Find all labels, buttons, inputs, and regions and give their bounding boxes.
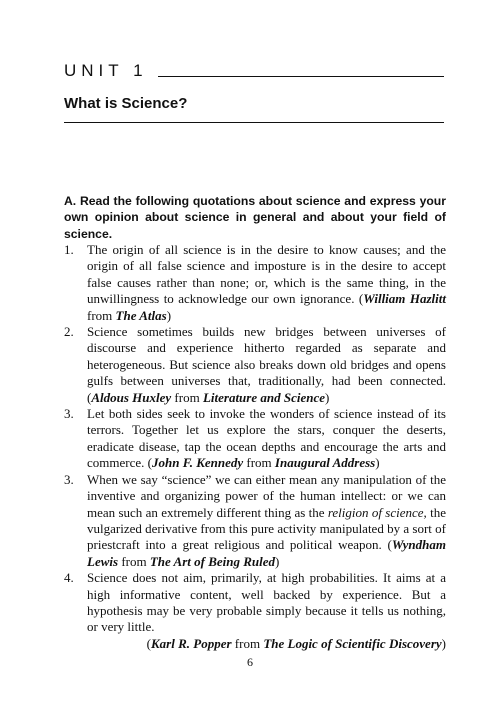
quotation-item: 3. Let both sides seek to invoke the wonders of science instead of its terrors. Together let us explore the stars, conquer the deserts, eradicate disease, tap the ocean depths and encourage the arts and commerce. (John F. Kennedy from Inaugural Address) xyxy=(64,406,446,471)
attribution-from: from xyxy=(87,307,113,323)
quotation-item: 1. The origin of all science is in the desire to know causes; and the origin of all false science and imposture is in the desire to accept false causes rather than none; or, which is the same thing, in the unwillingness to acknowledge our own ignorance. (William Hazlitt from The Atlas) xyxy=(64,242,446,323)
quotation-number: 3. xyxy=(64,471,74,487)
quotation-attribution xyxy=(91,390,325,405)
quotation-text: The origin of all science is in the desire to know causes; and the origin of all false science and imposture is in the desire to accept false causes rather than none; or, which is the same thing, in the unwillingness to acknowledge our own ignorance. xyxy=(87,242,446,307)
quotation-author: Karl R. Popper xyxy=(150,635,232,651)
quotation-source: Literature and Science xyxy=(202,389,325,405)
attribution-from: from xyxy=(174,389,200,405)
attribution-from: from xyxy=(246,455,272,471)
quotation-source: Inaugural Address xyxy=(274,455,376,471)
task-instruction: A. Read the following quotations about science and express your own opinion about science in general and about your field of science. xyxy=(64,194,446,241)
unit-heading xyxy=(64,61,444,81)
quotation-item: 3. When we say “science” we can either mean any manipulation of the inventive and organizing power of the human intellect: or we can mean such an extremely different thing as the religion of science, the vulgarized derivative from this pure activity manipulated by a sort of priestcraft into a great religious and political weapon. (Wyndham Lewis from The Art of Being Ruled) xyxy=(64,471,447,569)
quotation-number: 4. xyxy=(64,570,74,586)
quotation-author: John F. Kennedy xyxy=(151,455,244,471)
quotation-source: The Art of Being Ruled xyxy=(149,553,276,569)
quotation-author: Aldous Huxley xyxy=(91,389,172,405)
attribution-from: from xyxy=(121,553,147,569)
quotation-item: 2. Science sometimes builds new bridges between universes of discourse and experience hitherto regarded as separate and heterogeneous. But science also breaks down old bridges and opens gulfs between universes that, traditionally, had been connected. (Aldous Huxley from Literature and Science) xyxy=(64,324,446,405)
quotation-emphasis: religion of science, xyxy=(327,504,427,520)
quotation-text-continued: the vulgarized derivative from this pure activity manipulated by a sort of priestcraft into a great religious and political weapon. xyxy=(87,504,447,553)
quotation-number: 3. xyxy=(64,406,74,422)
quotation-text: Science does not aim, primarily, at high probabilities. It aims at a high informative content, well backed by experience. But a hypothesis may be very probable simply because it tells us nothing, or very little. xyxy=(87,570,446,635)
quotation-number: 1. xyxy=(64,242,74,257)
quotation-list xyxy=(64,242,446,652)
attribution-from: from xyxy=(234,635,261,651)
quotation-text: When we say “science” we can either mean any manipulation of the inventive and organizing power of the human intellect: or we can mean such an extremely different thing as the xyxy=(87,471,446,520)
unit-label: UNIT 1 xyxy=(64,61,148,80)
lesson-title-rule xyxy=(64,122,444,123)
quotation-author: William Hazlitt xyxy=(363,291,446,307)
quotation-number: 2. xyxy=(64,324,74,340)
lesson-title: What is Science? xyxy=(64,95,188,112)
quotation-item xyxy=(64,570,446,652)
quotation-attribution-line: (Karl R. Popper from The Logic of Scientific Discovery) xyxy=(146,635,446,651)
quotation-text: Science sometimes builds new bridges between universes of discourse and experience hitherto regarded as separate and heterogeneous. But science also breaks down old bridges and opens gulfs between universes that, traditionally, had been connected. xyxy=(87,324,446,389)
quotation-text: Let both sides seek to invoke the wonders of science instead of its terrors. Together let us explore the stars, conquer the deserts, eradicate disease, tap the ocean depths and encourage the arts and commerce. xyxy=(87,406,446,471)
quotation-source: The Atlas xyxy=(115,307,167,323)
quotation-attribution xyxy=(151,636,442,651)
quotation-source: The Logic of Scientific Discovery xyxy=(263,635,442,651)
quotation-author: Wyndham Lewis xyxy=(87,537,446,569)
quotation-attribution xyxy=(152,455,375,470)
page-number: 6 xyxy=(247,655,253,669)
unit-heading-rule xyxy=(158,76,444,77)
